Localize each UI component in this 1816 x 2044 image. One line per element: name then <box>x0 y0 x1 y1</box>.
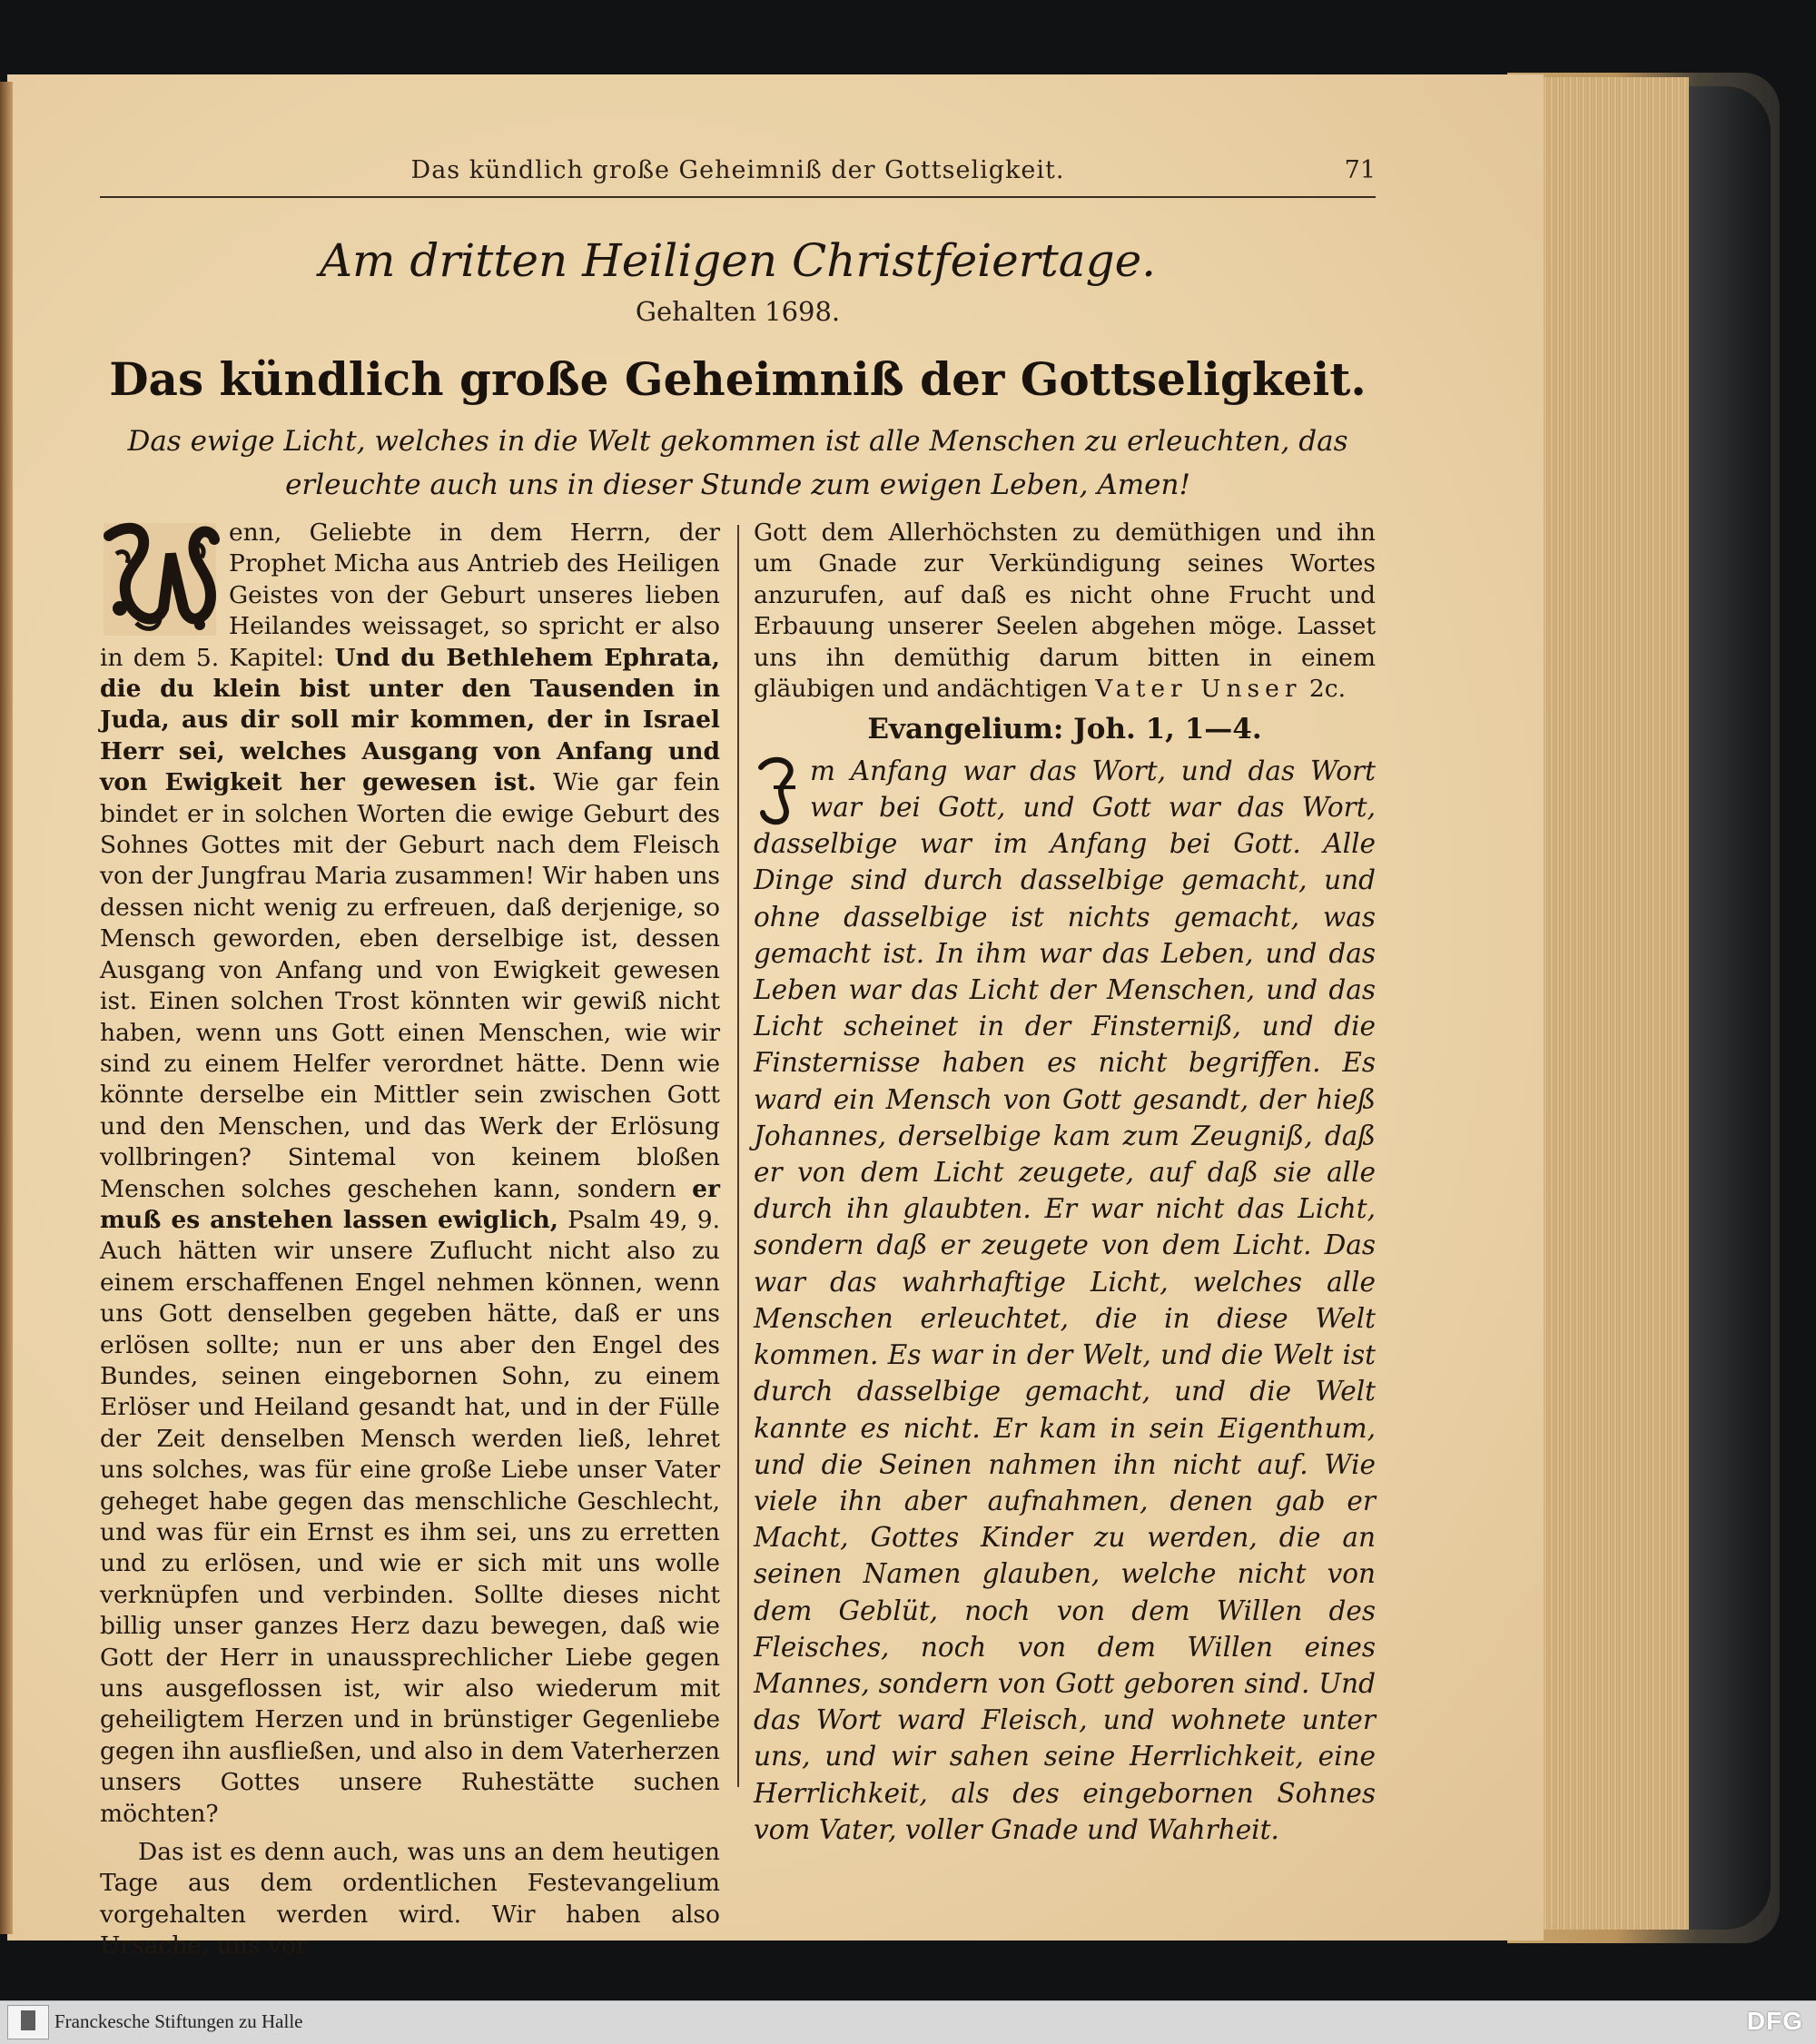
running-title: Das kündlich große Geheimniß der Gottseligkeit. <box>410 156 1065 184</box>
logo-mark <box>21 2010 35 2030</box>
column-divider <box>737 525 739 1787</box>
page-gutter-shadow <box>0 82 13 1934</box>
institution-logo-icon <box>7 2005 49 2039</box>
paragraph-2: Das ist es denn auch, was uns an dem heutigen Tage aus dem ordentlichen Festevangelium vorgehalten werden wird. Wir haben also Ursache, uns vor <box>100 1838 720 1960</box>
footer-bar <box>0 2000 1816 2044</box>
invocation-text: Das ewige Licht, welches in die Welt gekommen ist alle Menschen zu erleuchten, das erleuchte auch uns in dieser Stunde zum ewigen Leben, Amen! <box>127 425 1348 501</box>
page-number: 71 <box>1344 156 1376 184</box>
page-edges <box>1535 77 1689 1930</box>
book-cover <box>1689 86 1771 1930</box>
paragraph-3 <box>754 518 1376 705</box>
gospel-heading: Evangelium: Joh. 1, 1—4. <box>867 713 1262 746</box>
paragraph-3-end: 2c. <box>1301 675 1347 704</box>
gospel-text <box>754 753 1376 1848</box>
right-column <box>754 518 1376 1848</box>
sermon-date: Gehalten 1698. <box>635 296 841 327</box>
ornate-I-icon <box>754 755 804 825</box>
paragraph-3-spaced: Vater Unser <box>1095 675 1302 704</box>
paragraph-1-end: Psalm 49, 9. Auch hätten wir unsere Zuflucht nicht also zu einem erschaffenen Engel nehmen können, wenn uns Gott denselben gegeben hätte, daß er uns erlösen sollte; nun er uns aber den Engel des Bundes, seinen eingebornen Sohn, zu einem Erlöser und Heiland gesandt hat, und in der Fülle der Zeit denselben Mensch werden ließ, lehret uns solches, was für eine große Liebe unser Vater geheget habe gegen das menschliche Geschlecht, und was für ein Ernst es ihm sei, uns zu erretten und zu erlösen, und wie er sich mit uns wolle verknüpfen und verbinden. Sollte dieses nicht billig unser ganzes Herz dazu bewegen, daß wie Gott der Herr in unaussprechlicher Liebe gegen uns ausgeflossen ist, wir also wiederum mit geheiligtem Herzen und in brünstiger Gegenliebe gegen ihn ausfließen, und also in dem Vaterherzen unsers Gottes unsere Ruhestätte suchen möchten? <box>100 1205 720 1828</box>
ornate-W-icon <box>100 518 220 641</box>
dfg-logo: DFG <box>1746 2007 1803 2035</box>
paragraph-1-middle: Wie gar fein bindet er in solchen Worten die ewige Geburt des Sohnes Gottes mit der Geburt nach dem Fleisch von der Jungfrau Maria zusammen! Wir haben uns dessen nicht wenig zu erfreuen, daß derjenige, so Mensch geworden, eben derselbige ist, dessen Ausgang von Anfang und von Ewigkeit gewesen ist. Einen solchen Trost könnten wir gewiß nicht haben, wenn uns Gott einen Menschen, wie wir sind zu einem Helfer verordnet hätte. Denn wie könnte derselbe ein Mittler sein zwischen Gott und den Menschen, und das Werk der Erlösung vollbringen? Sintemal von keinem bloßen Menschen solches geschehen kann, sondern <box>100 768 721 1203</box>
running-head <box>100 153 1376 198</box>
sermon-title: Am dritten Heiligen Christfeiertage. <box>319 234 1157 287</box>
gospel-body: m Anfang war das Wort, und das Wort war bei Gott, und Gott war das Wort, dasselbige war im Anfang bei Gott. Alle Dinge sind durch dasselbige gemacht, und ohne dasselbige ist nichts gemacht, was gemacht ist. In ihm war das Leben, und das Leben war das Licht der Menschen, und das Licht scheinet in der Finsterniß, und die Finsternisse haben es nicht begriffen. Es ward ein Mensch von Gott gesandt, der hieß Johannes, derselbige kam zum Zeugniß, daß er von dem Licht zeugete, auf daß sie alle durch ihn glaubten. Er war nicht das Licht, sondern daß er zeugete von dem Licht. Das war das wahrhaftige Licht, welches alle Menschen erleuchtet, die in diese Welt kommen. Es war in der Welt, und die Welt ist durch dasselbige gemacht, und die Welt kannte es nicht. Er kam in sein Eigenthum, und die Seinen nahmen ihn nicht auf. Wie viele ihn aber aufnahmen, denen gab er Macht, Gottes Kinder zu werden, die an seinen Namen glauben, welche nicht von dem Geblüt, noch von dem Willen des Fleisches, noch von dem Willen eines Mannes, sondern von Gott geboren sind. Und das Wort ward Fleisch, und wohnete unter uns, und wir sahen seine Herrlichkeit, eine Herrlichkeit, als des eingebornen Sohnes vom Vater, voller Gnade und Wahrheit. <box>754 755 1376 1845</box>
paragraph-1-start: enn, Geliebte in dem Herrn, der Prophet Micha aus Antrieb des Heiligen Geistes von der Geburt unseres lieben Heilandes weissaget, so spricht er also in dem 5. Kapitel: <box>100 518 720 672</box>
paragraph-1-scripture: Und du Bethlehem Ephrata, die du klein bist unter den Tausenden in Juda, aus dir soll mir kommen, der in Israel Herr sei, welches Ausgang von Anfang und von Ewigkeit her gewesen ist. <box>100 643 720 797</box>
institution-name: Franckesche Stiftungen zu Halle <box>54 2010 303 2032</box>
paragraph-1-scripture-2: er muß es anstehen lassen ewiglich, <box>100 1174 720 1234</box>
paragraph-3-text: Gott dem Allerhöchsten zu demüthigen und ihn um Gnade zur Verkündigung seines Wortes anzurufen, auf daß es nicht ohne Frucht und Erbauung unserer Seelen abgehen möge. Lasset uns ihn demüthig darum bitten in einem gläubigen und andächtigen <box>754 518 1376 704</box>
left-column <box>100 518 720 1970</box>
sermon-theme: Das kündlich große Geheimniß der Gottseligkeit. <box>109 352 1367 406</box>
paragraph-1 <box>100 518 720 1830</box>
